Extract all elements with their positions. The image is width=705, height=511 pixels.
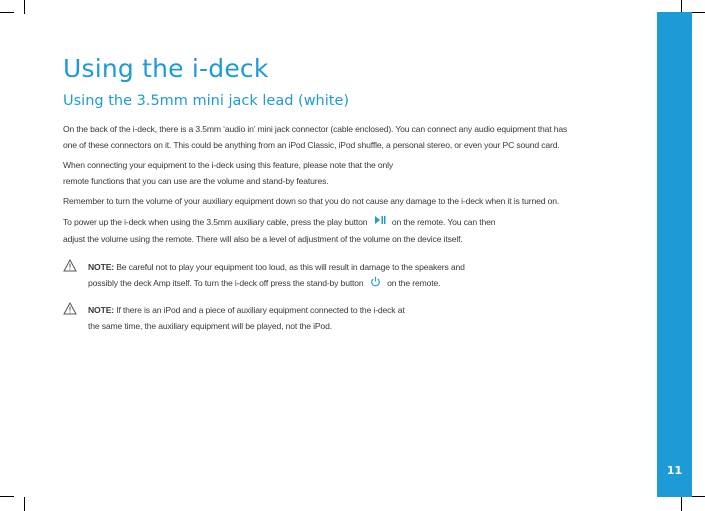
paragraph-line: one of these connectors on it. This could be anything from an iPod Classic, iPod shuffle, a personal stereo, or even your PC sound card. <box>63 140 560 150</box>
crop-mark <box>681 497 682 511</box>
note-text: Be careful not to play your equipment too loud, as this will result in damage to the speakers and <box>113 262 465 272</box>
crop-mark <box>0 496 14 497</box>
note-box <box>63 302 623 334</box>
standby-power-icon <box>370 276 381 292</box>
note-box <box>63 259 623 291</box>
paragraph-line: Remember to turn the volume of your auxiliary equipment down so that you do not cause any damage to the i-deck when it is turned on. <box>63 196 560 206</box>
paragraph-text: on the remote. You can then <box>391 217 496 227</box>
note-text: possibly the deck Amp itself. To turn the i-deck off press the stand-by button <box>88 278 364 288</box>
warning-triangle-icon <box>63 259 77 273</box>
paragraph-line: On the back of the i-deck, there is a 3.5mm ‘audio in’ mini jack connector (cable enclosed). You can connect any audio equipment that has <box>63 124 568 134</box>
section-heading: Using the 3.5mm mini jack lead (white) <box>63 93 350 109</box>
paragraph-line: remote functions that you can use are the volume and stand-by features. <box>63 176 329 186</box>
crop-mark <box>691 12 705 13</box>
crop-mark <box>691 496 705 497</box>
warning-triangle-icon <box>63 302 77 316</box>
note-text: on the remote. <box>387 278 441 288</box>
note-label: NOTE: <box>88 305 114 315</box>
paragraph-line <box>63 214 495 231</box>
page-tab <box>657 12 692 497</box>
play-pause-icon <box>374 214 386 231</box>
paragraph-line: When connecting your equipment to the i-deck using this feature, please note that the only <box>63 160 393 170</box>
page-number: 11 <box>666 464 683 477</box>
note-label: NOTE: <box>88 262 114 272</box>
paragraph-text: To power up the i-deck when using the 3.5mm auxiliary cable, press the play button <box>63 217 368 227</box>
page-title: Using the i-deck <box>63 54 269 83</box>
note-text: If there is an iPod and a piece of auxiliary equipment connected to the i-deck at <box>113 305 405 315</box>
crop-mark <box>24 0 25 14</box>
crop-mark <box>24 497 25 511</box>
crop-mark <box>0 12 14 13</box>
paragraph-line: adjust the volume using the remote. There will also be a level of adjustment of the volume on the device itself. <box>63 234 463 244</box>
note-text: the same time, the auxiliary equipment will be played, not the iPod. <box>88 321 332 331</box>
